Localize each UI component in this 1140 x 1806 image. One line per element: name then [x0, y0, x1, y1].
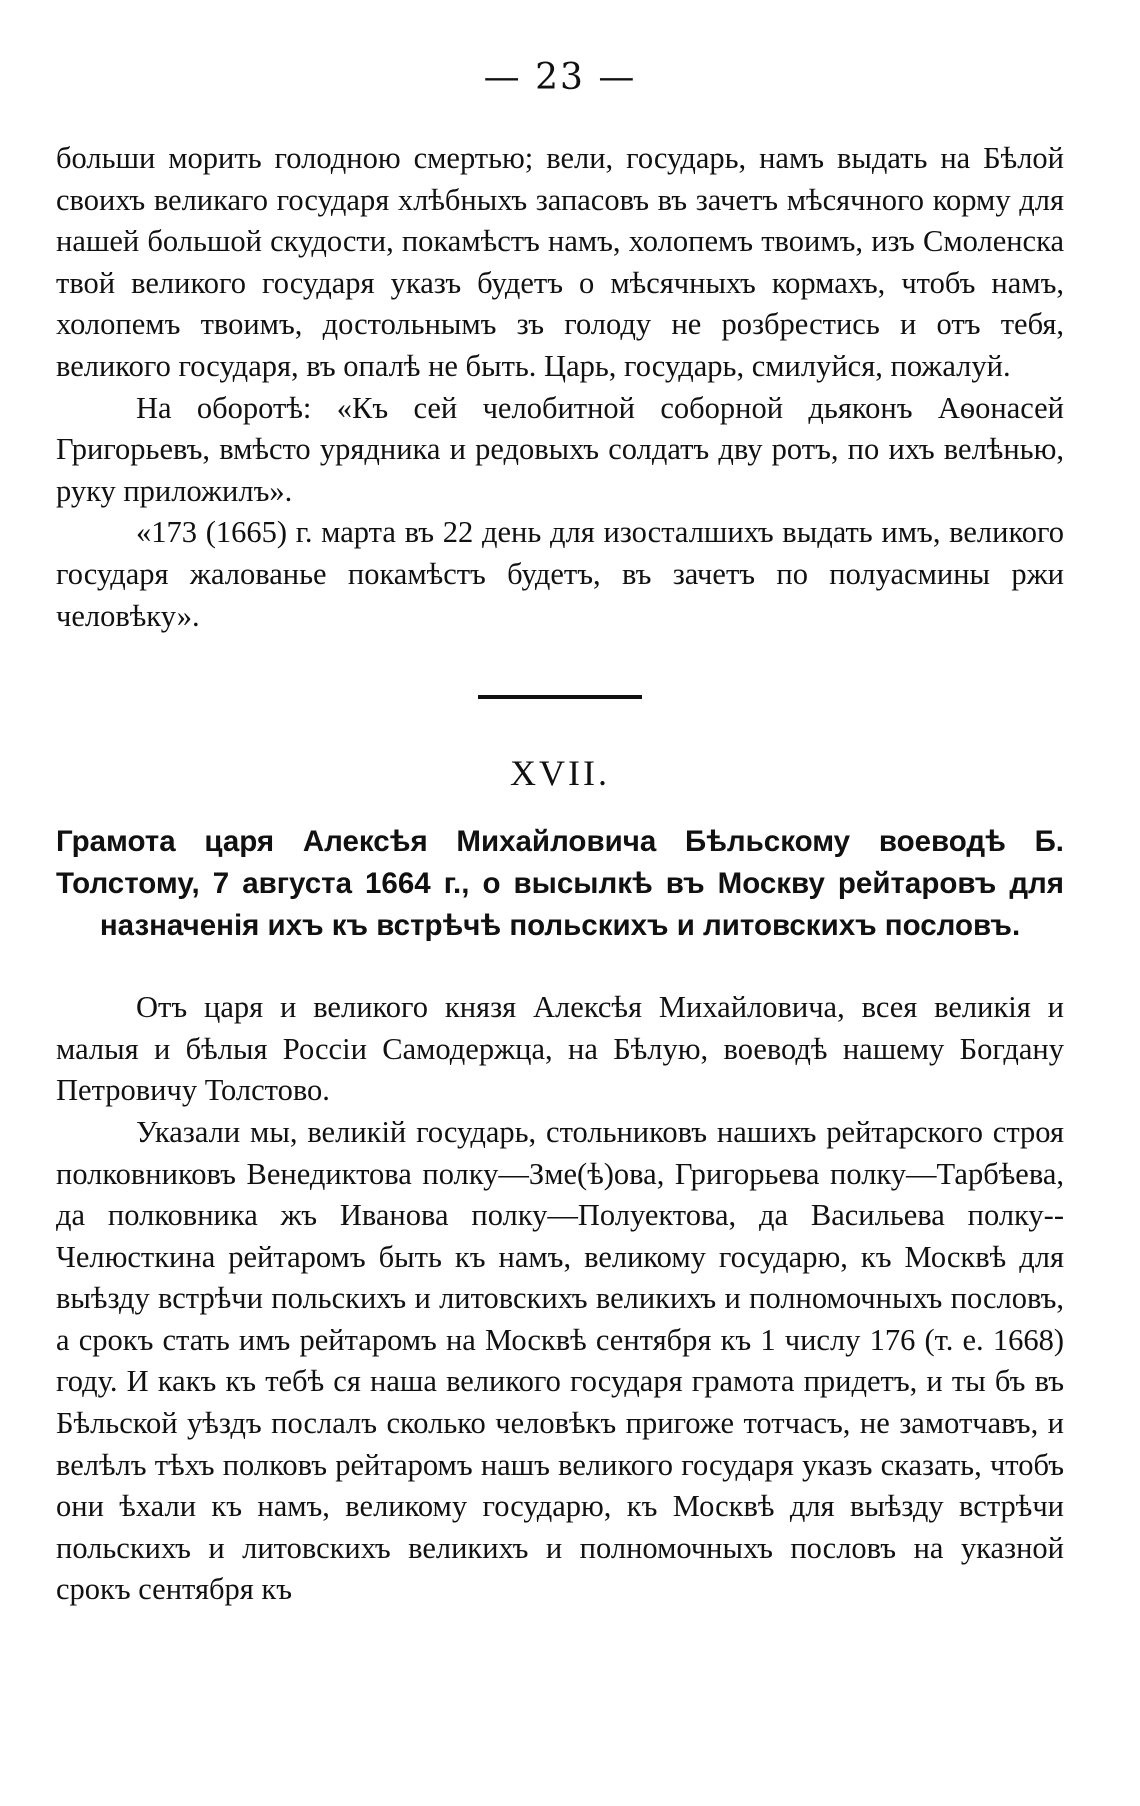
paragraph-petition-end: больши морить голодною смертью; вели, государь, намъ выдать на Бѣлой своихъ великаго государя хлѣбныхъ запасовъ въ зачетъ мѣсячного корму для нашей большой скудости, покамѣстъ намъ, холопемъ твоимъ, изъ Смоленска твой великого государя указъ будетъ о мѣсячныхъ кормахъ, чтобъ намъ, холопемъ твоимъ, достольнымъ зъ голоду не розбрестись и отъ тебя, великого государя, въ опалѣ не быть. Царь, государь, смилуйся, пожалуй.: [56, 141, 1064, 383]
paragraph-charter-address: Отъ царя и великого князя Алексѣя Михайловича, всея великія и малыя и бѣлыя Россіи Самодержца, на Бѣлую, воеводѣ нашему Богдану Петровичу Толстово.: [56, 990, 1064, 1108]
section-divider: [478, 695, 642, 699]
page-number: — 23 —: [483, 57, 637, 98]
paragraph-reverse-note: На оборотѣ: «Къ сей челобитной соборной дьяконъ Аѳонасей Григорьевъ, вмѣсто урядника и редовыхъ солдатъ дву ротъ, по ихъ велѣнью, руку приложилъ».: [56, 390, 1064, 508]
paragraph-resolution: «173 (1665) г. марта въ 22 день для изосталшихъ выдать имъ, великого государя жалованье покамѣстъ будетъ, въ зачетъ по полуасмины ржи человѣку».: [56, 515, 1064, 633]
paragraph-charter-body: Указали мы, великій государь, стольниковъ нашихъ рейтарского строя полковниковъ Венедиктова полку—Зме(ѣ)ова, Григорьева полку—Тарбѣева, да полковника жъ Иванова полку—Полуектова, да Васильева полку--Челюсткина рейтаромъ быть къ намъ, великому государю, къ Москвѣ для выѣзду встрѣчи польскихъ и литовскихъ великихъ и полномочныхъ пословъ, а срокъ стать имъ рейтаромъ на Москвѣ сентября къ 1 числу 176 (т. е. 1668) году. И какъ къ тебѣ ся наша великого государя грамота придетъ, и ты бъ въ Бѣльской уѣздъ послалъ сколько человѣкъ пригоже тотчасъ, не замотчавъ, и велѣлъ тѣхъ полковъ рейтаромъ нашъ великого государя указъ сказать, чтобъ они ѣхали къ намъ, великому государю, къ Москвѣ для выѣзду встрѣчи польскихъ и литовскихъ великихъ и полномочныхъ пословъ на указной срокъ сентября къ: [56, 1114, 1064, 1607]
section-number: XVII.: [510, 753, 610, 794]
section-heading: Грамота царя Алексѣя Михайловича Бѣльскому воеводѣ Б. Толстому, 7 августа 1664 г., о высылкѣ въ Москву рейтаровъ для назначенія ихъ къ встрѣчѣ польскихъ и литовскихъ пословъ.: [56, 825, 1064, 943]
